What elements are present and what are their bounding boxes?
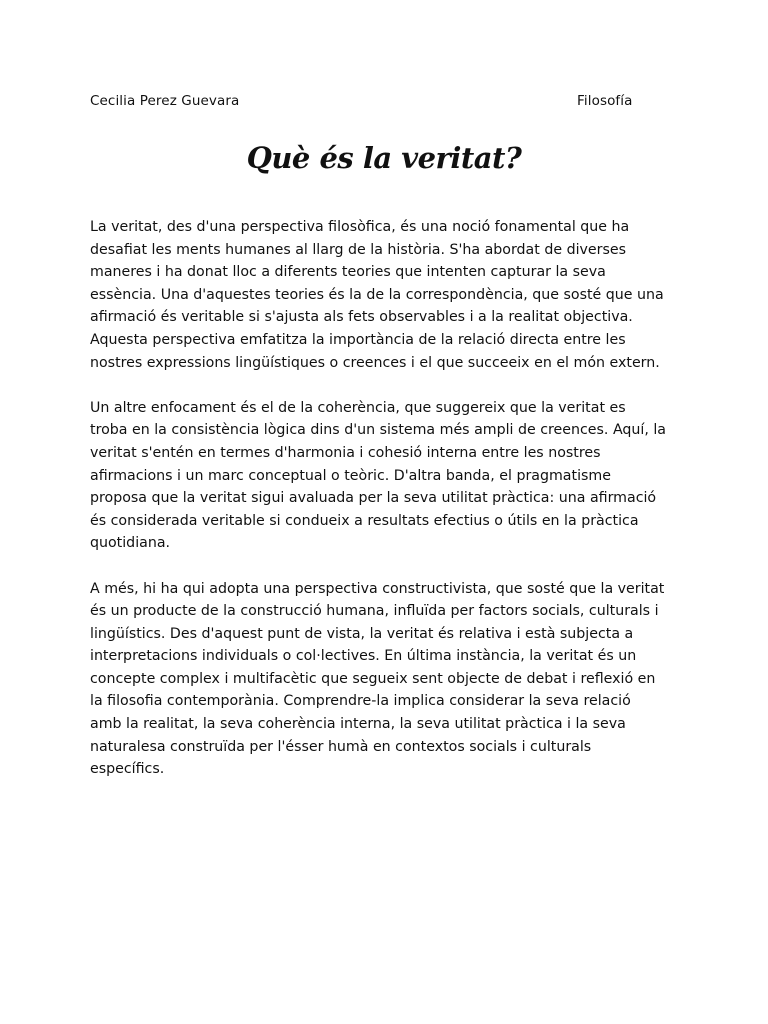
text-line: naturalesa construïda per l'ésser humà en contextos socials i culturals [90, 738, 592, 755]
text-line: específics. [90, 761, 165, 778]
text-line: maneres i ha donat lloc a diferents teories que intenten capturar la seva [90, 264, 606, 281]
text-line: La veritat, des d'una perspectiva filosòfica, és una noció fonamental que ha [90, 219, 630, 235]
text-line: lingüístics. Des d'aquest punt de vista, la veritat és relativa i està subjecta a [90, 625, 634, 642]
text-line: troba en la consistència lògica dins d'un sistema més ampli de creences. Aquí, la [90, 422, 666, 439]
text-line: A més, hi ha qui adopta una perspectiva constructivista, que sosté que la veritat [90, 580, 665, 597]
text-line: concepte complex i multifacètic que segueix sent objecte de debat i reflexió en [90, 670, 656, 687]
author-name: Cecilia Perez Guevara [90, 93, 240, 109]
text-line: Aquesta perspectiva emfatitza la importància de la relació directa entre les [90, 331, 626, 348]
text-line: afirmació és veritable si s'ajusta als fets observables i a la realitat objectiva. [90, 309, 633, 326]
text-line: és un producte de la construcció humana, influïda per factors socials, culturals i [90, 603, 659, 620]
document-title: Què és la veritat? [246, 141, 522, 175]
text-line: desafiat les ments humanes al llarg de la història. S'ha abordat de diverses [90, 241, 626, 258]
text-line: nostres expressions lingüístiques o creences i el que succeeix en el món extern. [90, 354, 660, 371]
text-line: afirmacions i un marc conceptual o teòric. D'altra banda, el pragmatisme [90, 467, 611, 484]
document-body [90, 216, 690, 803]
text-line: veritat s'entén en termes d'harmonia i cohesió interna entre les nostres [90, 444, 601, 461]
subject-label: Filosofía [577, 93, 633, 109]
text-line: la filosofia contemporània. Comprendre-la implica considerar la seva relació [90, 693, 631, 710]
text-line: interpretacions individuals o col·lectives. En última instància, la veritat és un [90, 648, 637, 665]
paragraph-3 [90, 578, 690, 781]
paragraph-2 [90, 397, 690, 555]
text-line: amb la realitat, la seva coherència interna, la seva utilitat pràctica i la seva [90, 716, 626, 733]
text-line: proposa que la veritat sigui avaluada per la seva utilitat pràctica: una afirmació [90, 490, 657, 507]
paragraph-1 [90, 216, 690, 374]
text-line: essència. Una d'aquestes teories és la de la correspondència, que sosté que una [90, 286, 664, 303]
text-line: és considerada veritable si condueix a resultats efectius o útils en la pràctica [90, 512, 639, 529]
text-line: Un altre enfocament és el de la coherència, que suggereix que la veritat es [90, 399, 626, 416]
text-line: quotidiana. [90, 535, 171, 552]
